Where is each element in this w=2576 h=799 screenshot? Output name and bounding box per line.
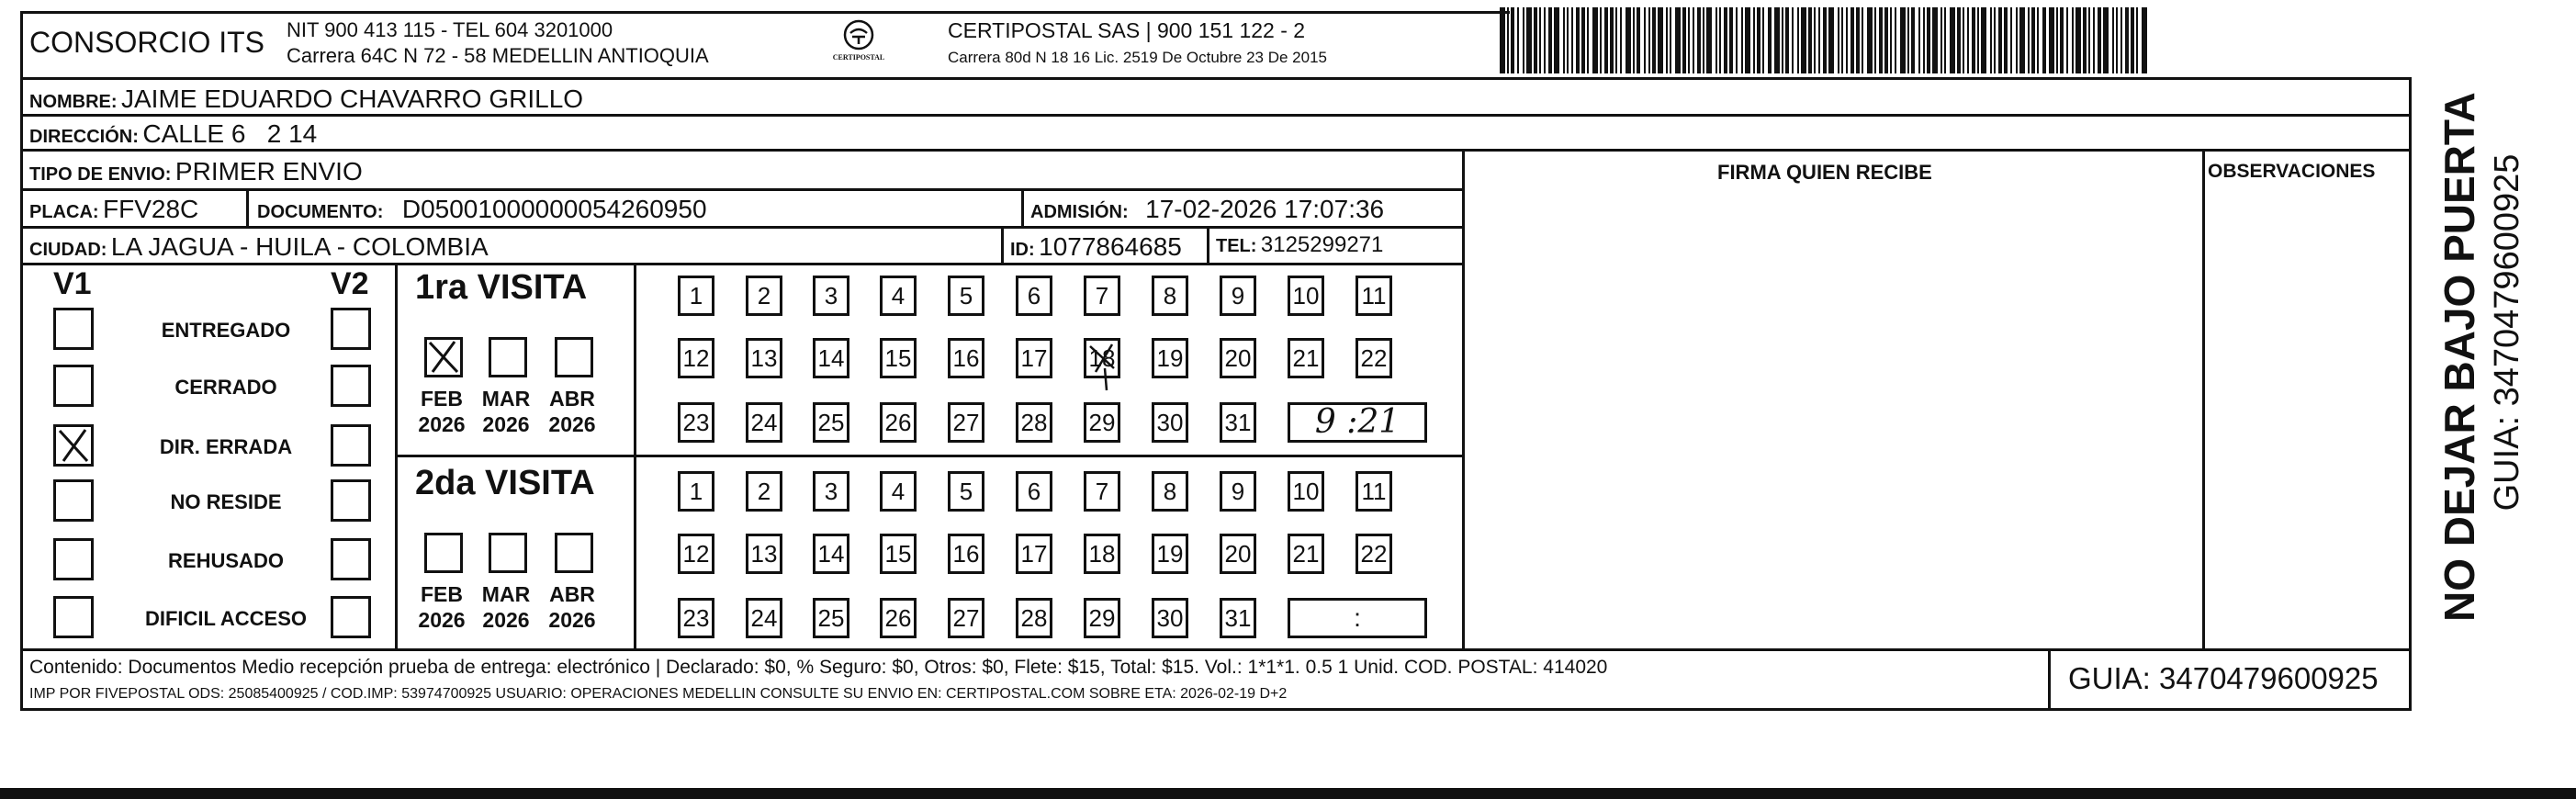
month-name: FEB [421,387,463,411]
visit-2-day-box[interactable]: 22 [1355,534,1392,574]
barcode-bar [1697,7,1701,73]
visit-1-day-box[interactable]: 26 [880,402,917,443]
status-label: DIR. ERRADA [159,435,293,458]
status-v1-checkbox[interactable] [53,596,94,638]
visit-1-day-box[interactable]: 18 [1084,338,1120,378]
visit-1-day-box[interactable]: 6 [1016,276,1052,316]
col-doc-admision [1021,188,1024,226]
barcode-bar [1782,7,1783,73]
visit-2-day-box[interactable]: 18 [1084,534,1120,574]
visit-2-day-box[interactable]: 24 [746,598,782,638]
barcode-bar [1741,7,1743,73]
barcode-bar [1703,7,1704,73]
visit-1-month-checkbox[interactable] [489,337,527,377]
visit-2-day-box[interactable]: 23 [678,598,714,638]
barcode-bar [2083,7,2087,73]
barcode-bar [1571,7,1573,73]
barcode-bar [2098,7,2101,73]
visit-1-day-box[interactable]: 4 [880,276,917,316]
barcode-bar [1675,7,1681,73]
tipo-value: PRIMER ENVIO [174,157,363,186]
barcode-bar [1670,7,1671,73]
visit-2-month-checkbox[interactable] [555,533,593,573]
barcode-bar [1808,7,1812,73]
line-after-direccion [20,149,2412,152]
status-v2-checkbox[interactable] [331,424,371,467]
barcode-bar [2088,7,2090,73]
visit-1-day-box[interactable]: 11 [1355,276,1392,316]
barcode-bar [1576,7,1580,73]
barcode-bar [1620,7,1622,73]
company-address: Carrera 64C N 72 - 58 MEDELLIN ANTIOQUIA [287,44,709,67]
visit-1-day-box[interactable]: 27 [948,402,984,443]
barcode-bar [1706,7,1712,73]
barcode-bar [1539,7,1541,73]
visit-2-day-box[interactable]: 14 [813,534,849,574]
barcode-bar [1972,7,1975,73]
barcode-bar [1932,7,1938,73]
documento-value: D05001000000054260950 [401,195,707,223]
visit-2-day-box[interactable]: 4 [880,471,917,512]
id-value: 1077864685 [1039,232,1182,261]
visit-2-day-box[interactable]: 28 [1016,598,1052,638]
visit-2-day-box[interactable]: 15 [880,534,917,574]
visit-2-day-box[interactable]: 21 [1288,534,1324,574]
month-year: 2026 [548,412,596,436]
status-label: CERRADO [174,376,277,399]
barcode-bar [1604,7,1608,73]
visit-1-day-box[interactable]: 12 [678,338,714,378]
visit-2-day-box[interactable]: 19 [1152,534,1188,574]
visit-1-day-box[interactable]: 30 [1152,402,1188,443]
visit-2-month-label [540,581,604,633]
barcode-bar [1828,7,1834,73]
placa-label: PLACA: [29,202,99,222]
barcode-bar [2016,7,2018,73]
logo-text: CERTIPOSTAL [832,53,885,62]
visit-1-day-box[interactable]: 19 [1152,338,1188,378]
status-v2-checkbox[interactable] [331,365,371,407]
barcode-bar [2060,7,2064,73]
tel-value: 3125299271 [1260,232,1384,257]
visit-2-day-box[interactable]: 11 [1355,471,1392,512]
barcode [1500,7,2276,73]
barcode-bar [1862,7,1863,73]
col-months-days [634,263,636,648]
month-year: 2026 [482,412,530,436]
month-name: MAR [481,582,531,606]
status-v2-checkbox[interactable] [331,308,371,350]
barcode-bar [1587,7,1589,73]
visit-1-day-box[interactable]: 2 [746,276,782,316]
barcode-bar [2031,7,2035,73]
barcode-bar [2116,7,2118,73]
barcode-bar [1724,7,1727,73]
line-after-tipo [20,188,1464,191]
visit-2-day-box[interactable]: 10 [1288,471,1324,512]
barcode-bar [2142,7,2147,73]
barcode-bar [1879,7,1883,73]
documento-label: DOCUMENTO: [257,202,384,222]
barcode-bar [1600,7,1602,73]
visit-1-day-box[interactable]: 13 [746,338,782,378]
barcode-bar [1856,7,1860,73]
col-observ-left [2202,149,2205,650]
visit-2-day-box[interactable]: 7 [1084,471,1120,512]
barcode-bar [1633,7,1635,73]
month-year: 2026 [418,608,466,632]
visit-1-day-box[interactable]: 22 [1355,338,1392,378]
barcode-bar [1507,7,1509,73]
visit-2-day-box[interactable]: 30 [1152,598,1188,638]
barcode-bar [1526,7,1532,73]
company-nit: NIT 900 413 115 - TEL 604 3201000 [287,18,613,41]
courier-address: Carrera 80d N 18 16 Lic. 2519 De Octubre 23 De 2015 [948,49,1327,66]
bottom-band [0,788,2576,799]
visit-2-day-box[interactable]: 12 [678,534,714,574]
visit-2-day-box[interactable]: 1 [678,471,714,512]
barcode-bar [1762,7,1764,73]
barcode-bar [1940,7,1942,73]
barcode-bar [2028,7,2030,73]
v2-label: V2 [331,266,369,301]
visit-2-title: 2da VISITA [415,464,595,502]
barcode-bar [1911,7,1915,73]
status-v2-checkbox[interactable] [331,479,371,522]
barcode-bar [1567,7,1569,73]
barcode-bar [1548,7,1552,73]
visit-2-day-box[interactable]: 9 [1220,471,1256,512]
visit-2-month-checkbox[interactable] [489,533,527,573]
visit-1-day-box[interactable]: 5 [948,276,984,316]
barcode-bar [2019,7,2025,73]
barcode-bar [1554,7,1559,73]
barcode-bar [1693,7,1694,73]
line-mid-visits [395,455,1464,457]
barcode-bar [1719,7,1721,73]
check-mark-icon [427,340,460,375]
courier-name: CERTIPOSTAL SAS | 900 151 122 - 2 [948,18,1306,42]
barcode-bar [2049,7,2054,73]
visit-2-month-checkbox[interactable] [424,533,463,573]
visit-2-day-box[interactable]: 6 [1016,471,1052,512]
status-v1-checkbox[interactable] [53,424,94,467]
barcode-bar [1581,7,1585,73]
admision-label: ADMISIÓN: [1030,202,1129,222]
barcode-bar [2112,7,2114,73]
nombre-value: JAIME EDUARDO CHAVARRO GRILLO [121,84,584,113]
barcode-bar [1745,7,1750,73]
direccion-row [29,121,317,147]
barcode-bar [1990,7,1992,73]
barcode-bar [1841,7,1843,73]
visit-1-day-box[interactable]: 14 [813,338,849,378]
barcode-bar [1563,7,1565,73]
visit-1-day-box[interactable]: 20 [1220,338,1256,378]
visit-1-day-box[interactable]: 29 [1084,402,1120,443]
visit-1-month-checkbox[interactable] [424,337,463,377]
barcode-bar [1666,7,1668,73]
barcode-bar [1998,7,2002,73]
visit-1-day-box[interactable]: 1 [678,276,714,316]
barcode-bar [1907,7,1909,73]
visit-1-month-label [474,386,538,437]
month-name: FEB [421,582,463,606]
line-after-nombre [20,114,2412,117]
direccion-label: DIRECCIÓN: [29,127,139,147]
barcode-bar [1818,7,1820,73]
barcode-bar [1801,7,1806,73]
status-v1-checkbox[interactable] [53,308,94,350]
side-title: NO DEJAR BAJO PUERTA [2435,92,2483,622]
visit-1-day-box[interactable]: 25 [813,402,849,443]
barcode-bar [1500,7,1505,73]
barcode-bar [1846,7,1848,73]
barcode-bar [1994,7,1996,73]
day-mark-icon [1086,341,1123,403]
check-mark-icon [56,427,91,464]
barcode-bar [1753,7,1755,73]
barcode-bar [1652,7,1656,73]
visit-1-day-box[interactable]: 7 [1084,276,1120,316]
visit-1-day-box[interactable]: 8 [1152,276,1188,316]
visit-1-title: 1ra VISITA [415,268,588,307]
visit-1-day-box[interactable]: 9 [1220,276,1256,316]
visit-1-day-box[interactable]: 28 [1016,402,1052,443]
status-label: ENTREGADO [161,319,291,342]
col-ciudad-id [1001,226,1004,263]
barcode-bar [1523,7,1524,73]
v1-label: V1 [53,266,92,301]
footer-guia: GUIA: 3470479600925 [2068,661,2379,695]
status-v2-checkbox[interactable] [331,538,371,580]
month-year: 2026 [548,608,596,632]
side-guia: GUIA: 3470479600925 [2488,153,2526,512]
visit-2-day-box[interactable]: 26 [880,598,917,638]
barcode-bar [1981,7,1986,73]
barcode-bar [2075,7,2081,73]
company-name: CONSORCIO ITS [29,26,265,59]
barcode-bar [1729,7,1733,73]
barcode-bar [2042,7,2046,73]
line-after-ciudad [20,263,1464,265]
barcode-bar [1715,7,1717,73]
month-year: 2026 [482,608,530,632]
barcode-bar [1963,7,1964,73]
direccion-value: CALLE 6 2 14 [142,119,318,148]
line-footer-top [20,648,2412,651]
visit-2-day-box[interactable]: 29 [1084,598,1120,638]
firma-header: FIRMA QUIEN RECIBE [1717,161,1932,184]
visit-2-day-box[interactable]: 5 [948,471,984,512]
visit-2-day-box[interactable]: 2 [746,471,782,512]
visit-2-day-box[interactable]: 31 [1220,598,1256,638]
barcode-bar [1927,7,1930,73]
side-panel [2413,92,2526,622]
admision-value: 17-02-2026 17:07:36 [1145,195,1385,223]
admision-row [1030,197,1384,222]
status-v2-checkbox[interactable] [331,596,371,638]
barcode-bar [2103,7,2109,73]
visit-1-month-label [410,386,474,437]
barcode-bar [2120,7,2122,73]
visit-1-month-label [540,386,604,437]
barcode-bar [1592,7,1598,73]
barcode-bar [1950,7,1955,73]
col-footer-guia [2048,648,2051,711]
barcode-bar [1923,7,1925,73]
barcode-bar [2072,7,2074,73]
status-label: REHUSADO [168,549,284,572]
visit-2-month-label [474,581,538,633]
tipo-row [29,159,363,185]
tel-row [1216,234,1383,256]
visit-2-day-box[interactable]: 25 [813,598,849,638]
barcode-bar [1838,7,1839,73]
id-row [1010,234,1182,260]
visit-2-day-box[interactable]: 3 [813,471,849,512]
visit-1-day-box[interactable]: 21 [1288,338,1324,378]
barcode-bar [1785,7,1789,73]
tipo-label: TIPO DE ENVIO: [29,164,172,185]
visit-2-day-box[interactable]: 13 [746,534,782,574]
visit-1-day-box[interactable]: 23 [678,402,714,443]
ciudad-row [29,234,489,260]
barcode-bar [1774,7,1780,73]
visit-1-day-box[interactable]: 24 [746,402,782,443]
barcode-bar [1867,7,1873,73]
status-v1-checkbox[interactable] [53,365,94,407]
barcode-bar [1957,7,1961,73]
barcode-bar [2125,7,2129,73]
barcode-bar [2131,7,2134,73]
documento-row [257,197,707,222]
barcode-bar [1944,7,1946,73]
barcode-bar [1792,7,1794,73]
barcode-bar [1900,7,1906,73]
placa-row [29,197,198,222]
barcode-bar [1895,7,1896,73]
barcode-bar [2136,7,2138,73]
visit-1-day-box[interactable]: 17 [1016,338,1052,378]
status-label: DIFICIL ACCESO [144,607,307,630]
visit-2-month-label [410,581,474,633]
barcode-bar [1648,7,1650,73]
footer-content-line: Contenido: Documentos Medio recepción prueba de entrega: electrónico | Declarado: $0, % Seguro: $0, Otros: $0, Flete: $15, Total: $15. Vol.: 1*1*1. 0.5 1 Unid. COD. POSTAL: 414020 [29,657,1608,678]
visit-2-day-box[interactable]: 16 [948,534,984,574]
visit-2-day-box[interactable]: 20 [1220,534,1256,574]
barcode-bar [1534,7,1537,73]
barcode-bar [1610,7,1614,73]
visit-1-day-box[interactable]: 31 [1220,402,1256,443]
barcode-bar [2037,7,2039,73]
visit-2-day-box[interactable]: 8 [1152,471,1188,512]
barcode-bar [1768,7,1772,73]
visit-1-day-box[interactable]: 10 [1288,276,1324,316]
visit-2-time-box[interactable]: : [1288,598,1427,638]
nombre-label: NOMBRE: [29,92,118,112]
form-frame [20,77,2412,711]
status-v1-checkbox[interactable] [53,538,94,580]
visit-2-day-box[interactable]: 27 [948,598,984,638]
visit-1-month-checkbox[interactable] [555,337,593,377]
nombre-row [29,86,583,112]
status-v1-checkbox[interactable] [53,479,94,522]
col-firma-left [1462,149,1465,650]
barcode-bar [1544,7,1546,73]
barcode-bar [1874,7,1876,73]
barcode-bar [1644,7,1646,73]
barcode-bar [2066,7,2068,73]
col-id-tel [1207,226,1209,263]
barcode-bar [1517,7,1519,73]
barcode-bar [1823,7,1827,73]
barcode-bar [2004,7,2008,73]
col-status-visit [395,263,398,648]
barcode-bar [1884,7,1888,73]
month-year: 2026 [418,412,466,436]
id-label: ID: [1010,240,1035,260]
barcode-bar [1850,7,1854,73]
barcode-bar [1890,7,1892,73]
barcode-bar [2093,7,2095,73]
placa-value: FFV28C [103,195,199,223]
month-name: MAR [481,387,531,411]
footer-imp-line: IMP POR FIVEPOSTAL ODS: 25085400925 / COD.IMP: 53974700925 USUARIO: OPERACIONES MEDELLIN CONSULTE SU ENVIO EN: CERTIPOSTAL.COM SOBRE ETA: 2026-02-19 D+2 [29,686,1288,702]
month-name: ABR [549,387,595,411]
barcode-bar [1967,7,1969,73]
barcode-bar [1637,7,1640,73]
tel-label: TEL: [1216,236,1257,256]
barcode-bar [1814,7,1816,73]
visit-1-day-box[interactable]: 16 [948,338,984,378]
barcode-bar [1797,7,1799,73]
certipostal-logo-icon [808,17,909,70]
visit-1-day-box[interactable]: 15 [880,338,917,378]
barcode-bar [2056,7,2058,73]
barcode-bar [1615,7,1617,73]
observaciones-header: OBSERVACIONES [2208,161,2376,182]
barcode-bar [1757,7,1760,73]
certipostal-logo [808,17,909,70]
barcode-bar [1736,7,1738,73]
visit-2-day-box[interactable]: 17 [1016,534,1052,574]
barcode-bar [1688,7,1690,73]
status-label: NO RESIDE [170,490,282,513]
barcode-bar [1658,7,1663,73]
barcode-bar [1682,7,1686,73]
barcode-bar [1977,7,1979,73]
barcode-bar [1625,7,1631,73]
line-after-placa [20,226,1464,229]
barcode-bar [2010,7,2012,73]
ciudad-value: LA JAGUA - HUILA - COLOMBIA [110,232,489,261]
col-placa-doc [246,188,249,226]
barcode-bar [1918,7,1920,73]
barcode-bar [1511,7,1514,73]
month-name: ABR [549,582,595,606]
visit-1-time-box[interactable]: 9 :21 [1288,402,1427,443]
ciudad-label: CIUDAD: [29,240,107,260]
visit-1-day-box[interactable]: 3 [813,276,849,316]
